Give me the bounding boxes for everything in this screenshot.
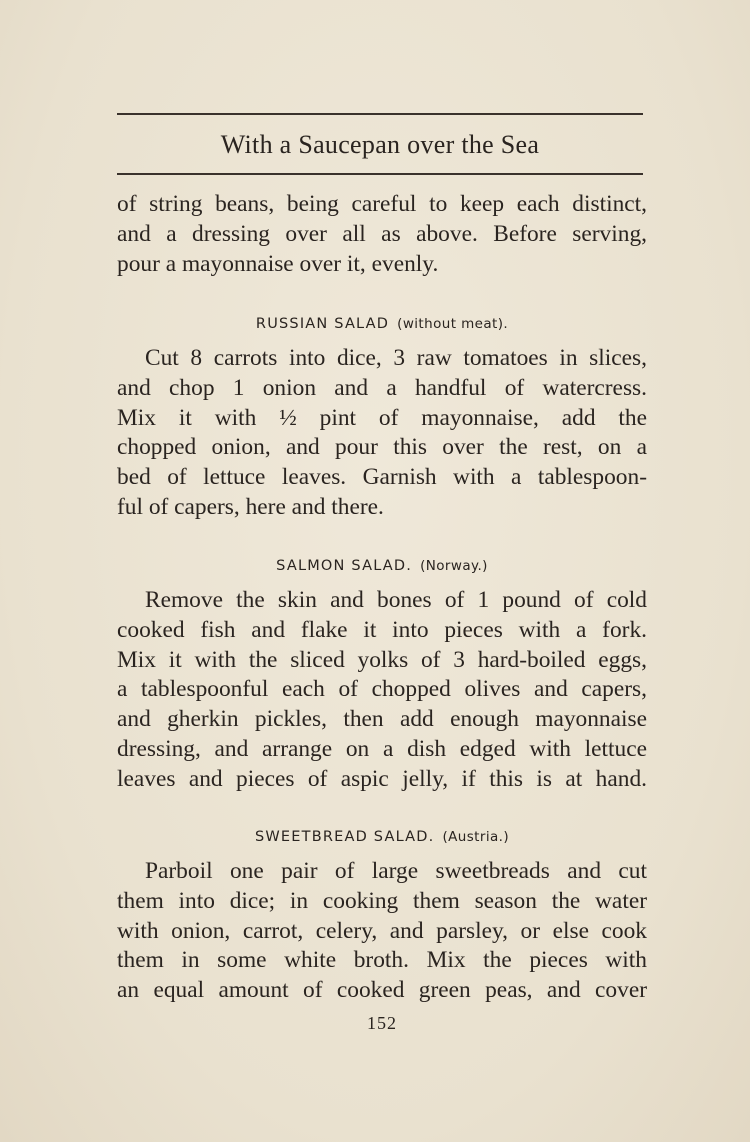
page-number: 152 (367, 1013, 397, 1033)
text-line: ful of capers, here and there. (117, 493, 384, 520)
recipe-body-russian-salad (117, 344, 647, 523)
header-rule-top (117, 113, 643, 115)
recipe-heading-russian-salad (117, 314, 647, 334)
recipe-body-salmon-salad (117, 586, 647, 795)
text-line: and a dressing over all as above. Before serving, (117, 220, 647, 247)
text-line: an equal amount of cooked green peas, and cover (117, 977, 647, 1004)
text-line: Remove the skin and bones of 1 pound of cold (145, 587, 647, 613)
recipe-origin: (Norway.) (420, 558, 488, 574)
header-rule-bottom (117, 173, 643, 175)
running-head: With a Saucepan over the Sea (220, 130, 540, 159)
text-line: Parboil one pair of large sweetbreads and cut (145, 858, 647, 884)
continuation-paragraph (117, 190, 647, 279)
text-line: them in some white broth. Mix the pieces with (117, 947, 647, 974)
text-line: with onion, carrot, celery, and parsley, or else cook (117, 917, 647, 944)
text-line: and gherkin pickles, then add enough mayonnaise (117, 706, 647, 733)
recipe-title: SALMON SALAD. (276, 558, 413, 574)
text-line: cooked fish and flake it into pieces with a fork. (117, 616, 647, 643)
text-line: Mix it with ½ pint of mayonnaise, add the (117, 404, 647, 431)
text-line: and chop 1 onion and a handful of watercress. (117, 374, 647, 401)
text-line: pour a mayonnaise over it, evenly. (117, 250, 439, 277)
text-line: dressing, and arrange on a dish edged with lettuce (117, 735, 647, 762)
text-line: them into dice; in cooking them season the water (117, 887, 647, 914)
recipe-origin: (without meat). (397, 316, 509, 332)
text-line: Mix it with the sliced yolks of 3 hard-boiled eggs, (117, 646, 647, 673)
recipe-title: SWEETBREAD SALAD. (254, 829, 435, 845)
recipe-title: RUSSIAN SALAD (255, 316, 390, 332)
text-line: of string beans, being careful to keep each distinct, (117, 191, 647, 217)
recipe-origin: (Austria.) (442, 829, 510, 845)
text-line: leaves and pieces of aspic jelly, if this is at hand. (117, 765, 647, 792)
recipe-heading-salmon-salad (117, 556, 647, 576)
text-line: a tablespoonful each of chopped olives and capers, (117, 676, 647, 703)
text-line: Cut 8 carrots into dice, 3 raw tomatoes in slices, (145, 345, 647, 371)
recipe-heading-sweetbread-salad (117, 827, 647, 847)
recipe-body-sweetbread-salad (117, 857, 647, 1006)
text-line: bed of lettuce leaves. Garnish with a tablespoon- (117, 464, 647, 491)
text-line: chopped onion, and pour this over the rest, on a (117, 434, 647, 461)
